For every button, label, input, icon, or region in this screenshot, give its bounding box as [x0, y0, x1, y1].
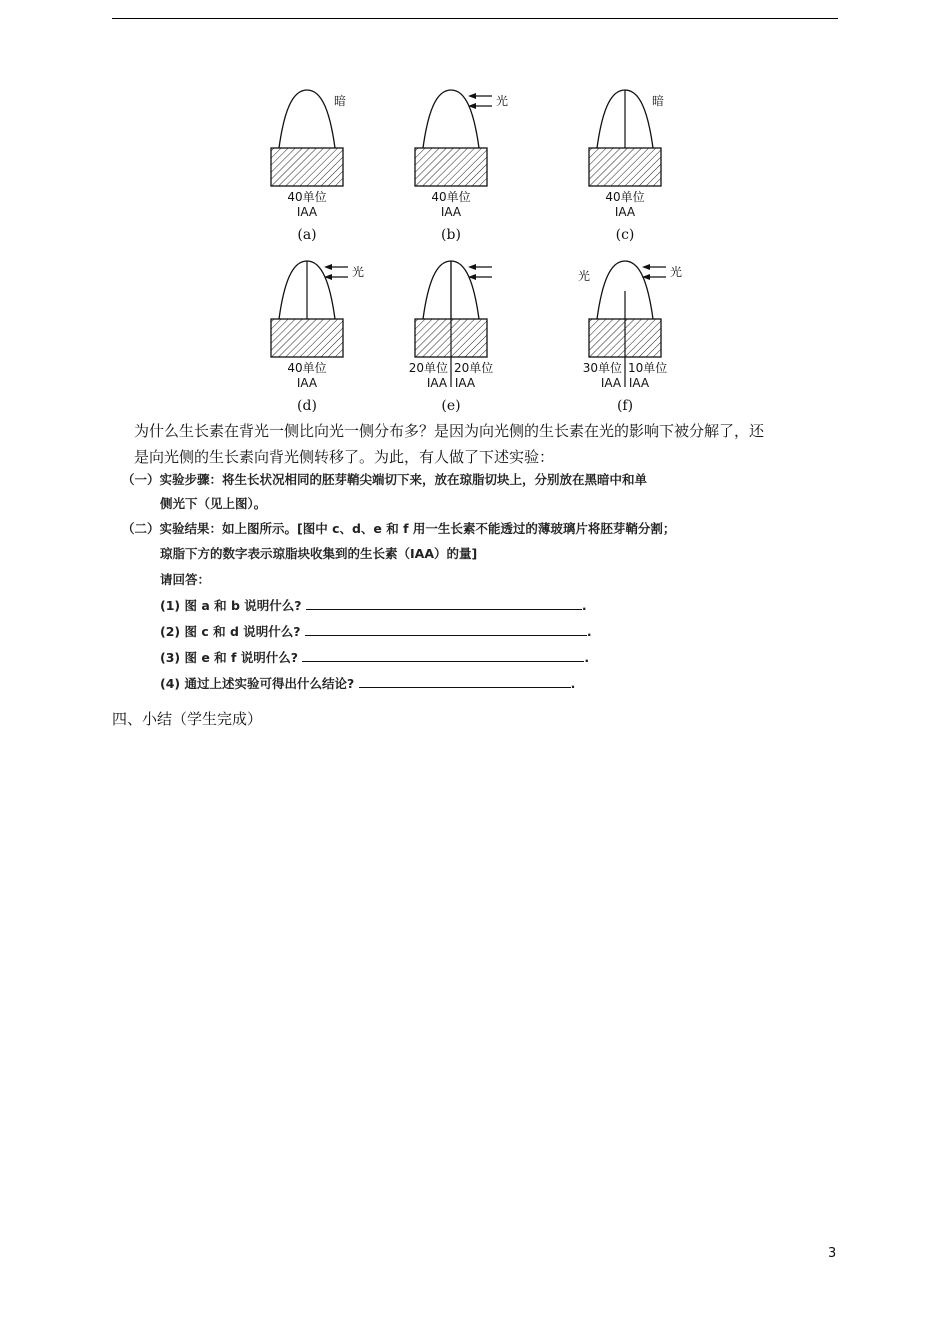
question-1-end: . — [581, 598, 587, 613]
light-label-right: 光 — [496, 94, 509, 108]
panel-c-svg — [580, 82, 710, 247]
light-arrow — [468, 93, 492, 99]
question-1-text: (1) 图 a 和 b 说明什么? — [160, 598, 302, 613]
answer-blank-4[interactable] — [359, 673, 571, 688]
page-number: 3 — [828, 1246, 837, 1261]
figure-panel-c — [580, 82, 710, 247]
iaa-label: IAA — [296, 205, 318, 219]
answer-prompt: 请回答： — [160, 572, 211, 587]
light-arrow — [324, 274, 348, 280]
light-label-left: 光 — [578, 269, 591, 283]
question-4 — [160, 673, 575, 693]
light-arrow — [324, 264, 348, 270]
panel-e-svg — [406, 253, 536, 418]
light-arrow — [468, 274, 492, 280]
step1-line-2: 侧光下（见上图）。 — [160, 496, 267, 511]
right-iaa-label: IAA — [628, 376, 650, 390]
light-arrow — [642, 264, 666, 270]
light-arrow — [468, 103, 492, 109]
answer-blank-2[interactable] — [305, 621, 587, 636]
panel-caption: (c) — [615, 227, 635, 243]
question-3-text: (3) 图 e 和 f 说明什么? — [160, 650, 299, 665]
figure-panel-a — [262, 82, 392, 247]
block-amount: 40单位 — [605, 190, 645, 204]
question-2 — [160, 621, 592, 641]
panel-caption: (f) — [616, 398, 634, 414]
block-amount: 40单位 — [287, 190, 327, 204]
panel-caption: (d) — [297, 398, 317, 414]
figure-panel-e — [406, 253, 536, 418]
right-iaa-label: IAA — [454, 376, 476, 390]
light-arrow — [642, 274, 666, 280]
left-iaa-label: IAA — [600, 376, 622, 390]
intro-paragraph — [112, 418, 840, 470]
answer-blank-3[interactable] — [302, 647, 584, 662]
coleoptile-tip — [279, 90, 335, 148]
panel-caption: (a) — [297, 227, 317, 243]
panel-a-svg — [262, 82, 392, 247]
light-label-right: 光 — [670, 265, 683, 279]
light-label-right: 光 — [352, 265, 365, 279]
figure-panel-b — [406, 82, 536, 247]
left-block-amount: 30单位 — [582, 361, 622, 375]
panel-f-svg — [580, 253, 710, 418]
iaa-label: IAA — [440, 205, 462, 219]
panel-d-svg — [262, 253, 392, 418]
light-arrow — [468, 264, 492, 270]
step2-line-1: （二）实验结果：如上图所示。[图中 c、d、e 和 f 用一生长素不能透过的薄玻璃片将胚芽鞘分割； — [122, 521, 676, 536]
agar-block — [589, 148, 661, 186]
intro-line-2: 是向光侧的生长素向背光侧转移了。为此，有人做了下述实验： — [134, 448, 555, 466]
agar-block — [271, 319, 343, 357]
answer-blank-1[interactable] — [306, 595, 582, 610]
figure-panel-d — [262, 253, 392, 418]
block-amount: 40单位 — [287, 361, 327, 375]
panel-b-svg — [406, 82, 536, 247]
header-rule — [112, 18, 838, 19]
light-label-right: 暗 — [652, 94, 665, 108]
light-label-right: 暗 — [334, 94, 347, 108]
iaa-label: IAA — [296, 376, 318, 390]
step2-line-2: 琼脂下方的数字表示琼脂块收集到的生长素（IAA）的量] — [160, 546, 478, 561]
iaa-label: IAA — [614, 205, 636, 219]
question-2-text: (2) 图 c 和 d 说明什么? — [160, 624, 301, 639]
intro-line-1: 为什么生长素在背光一侧比向光一侧分布多？是因为向光侧的生长素在光的影响下被分解了，还 — [134, 422, 765, 440]
agar-block — [415, 148, 487, 186]
left-iaa-label: IAA — [426, 376, 448, 390]
question-3 — [160, 647, 589, 667]
agar-block — [271, 148, 343, 186]
figure-panel-f — [580, 253, 710, 418]
question-4-text: (4) 通过上述实验可得出什么结论? — [160, 676, 355, 691]
question-1 — [160, 595, 587, 615]
coleoptile-tip — [423, 90, 479, 148]
block-amount: 40单位 — [431, 190, 471, 204]
panel-caption: (b) — [441, 227, 461, 243]
step1-line-1: （一）实验步骤：将生长状况相同的胚芽鞘尖端切下来，放在琼脂切块上，分别放在黑暗中和单 — [122, 472, 648, 487]
left-block-amount: 20单位 — [408, 361, 448, 375]
question-2-end: . — [586, 624, 592, 639]
right-block-amount: 10单位 — [628, 361, 668, 375]
question-4-end: . — [570, 676, 576, 691]
panel-caption: (e) — [441, 398, 461, 414]
right-block-amount: 20单位 — [454, 361, 494, 375]
section-title: 四、小结（学生完成） — [112, 710, 263, 728]
question-3-end: . — [584, 650, 590, 665]
